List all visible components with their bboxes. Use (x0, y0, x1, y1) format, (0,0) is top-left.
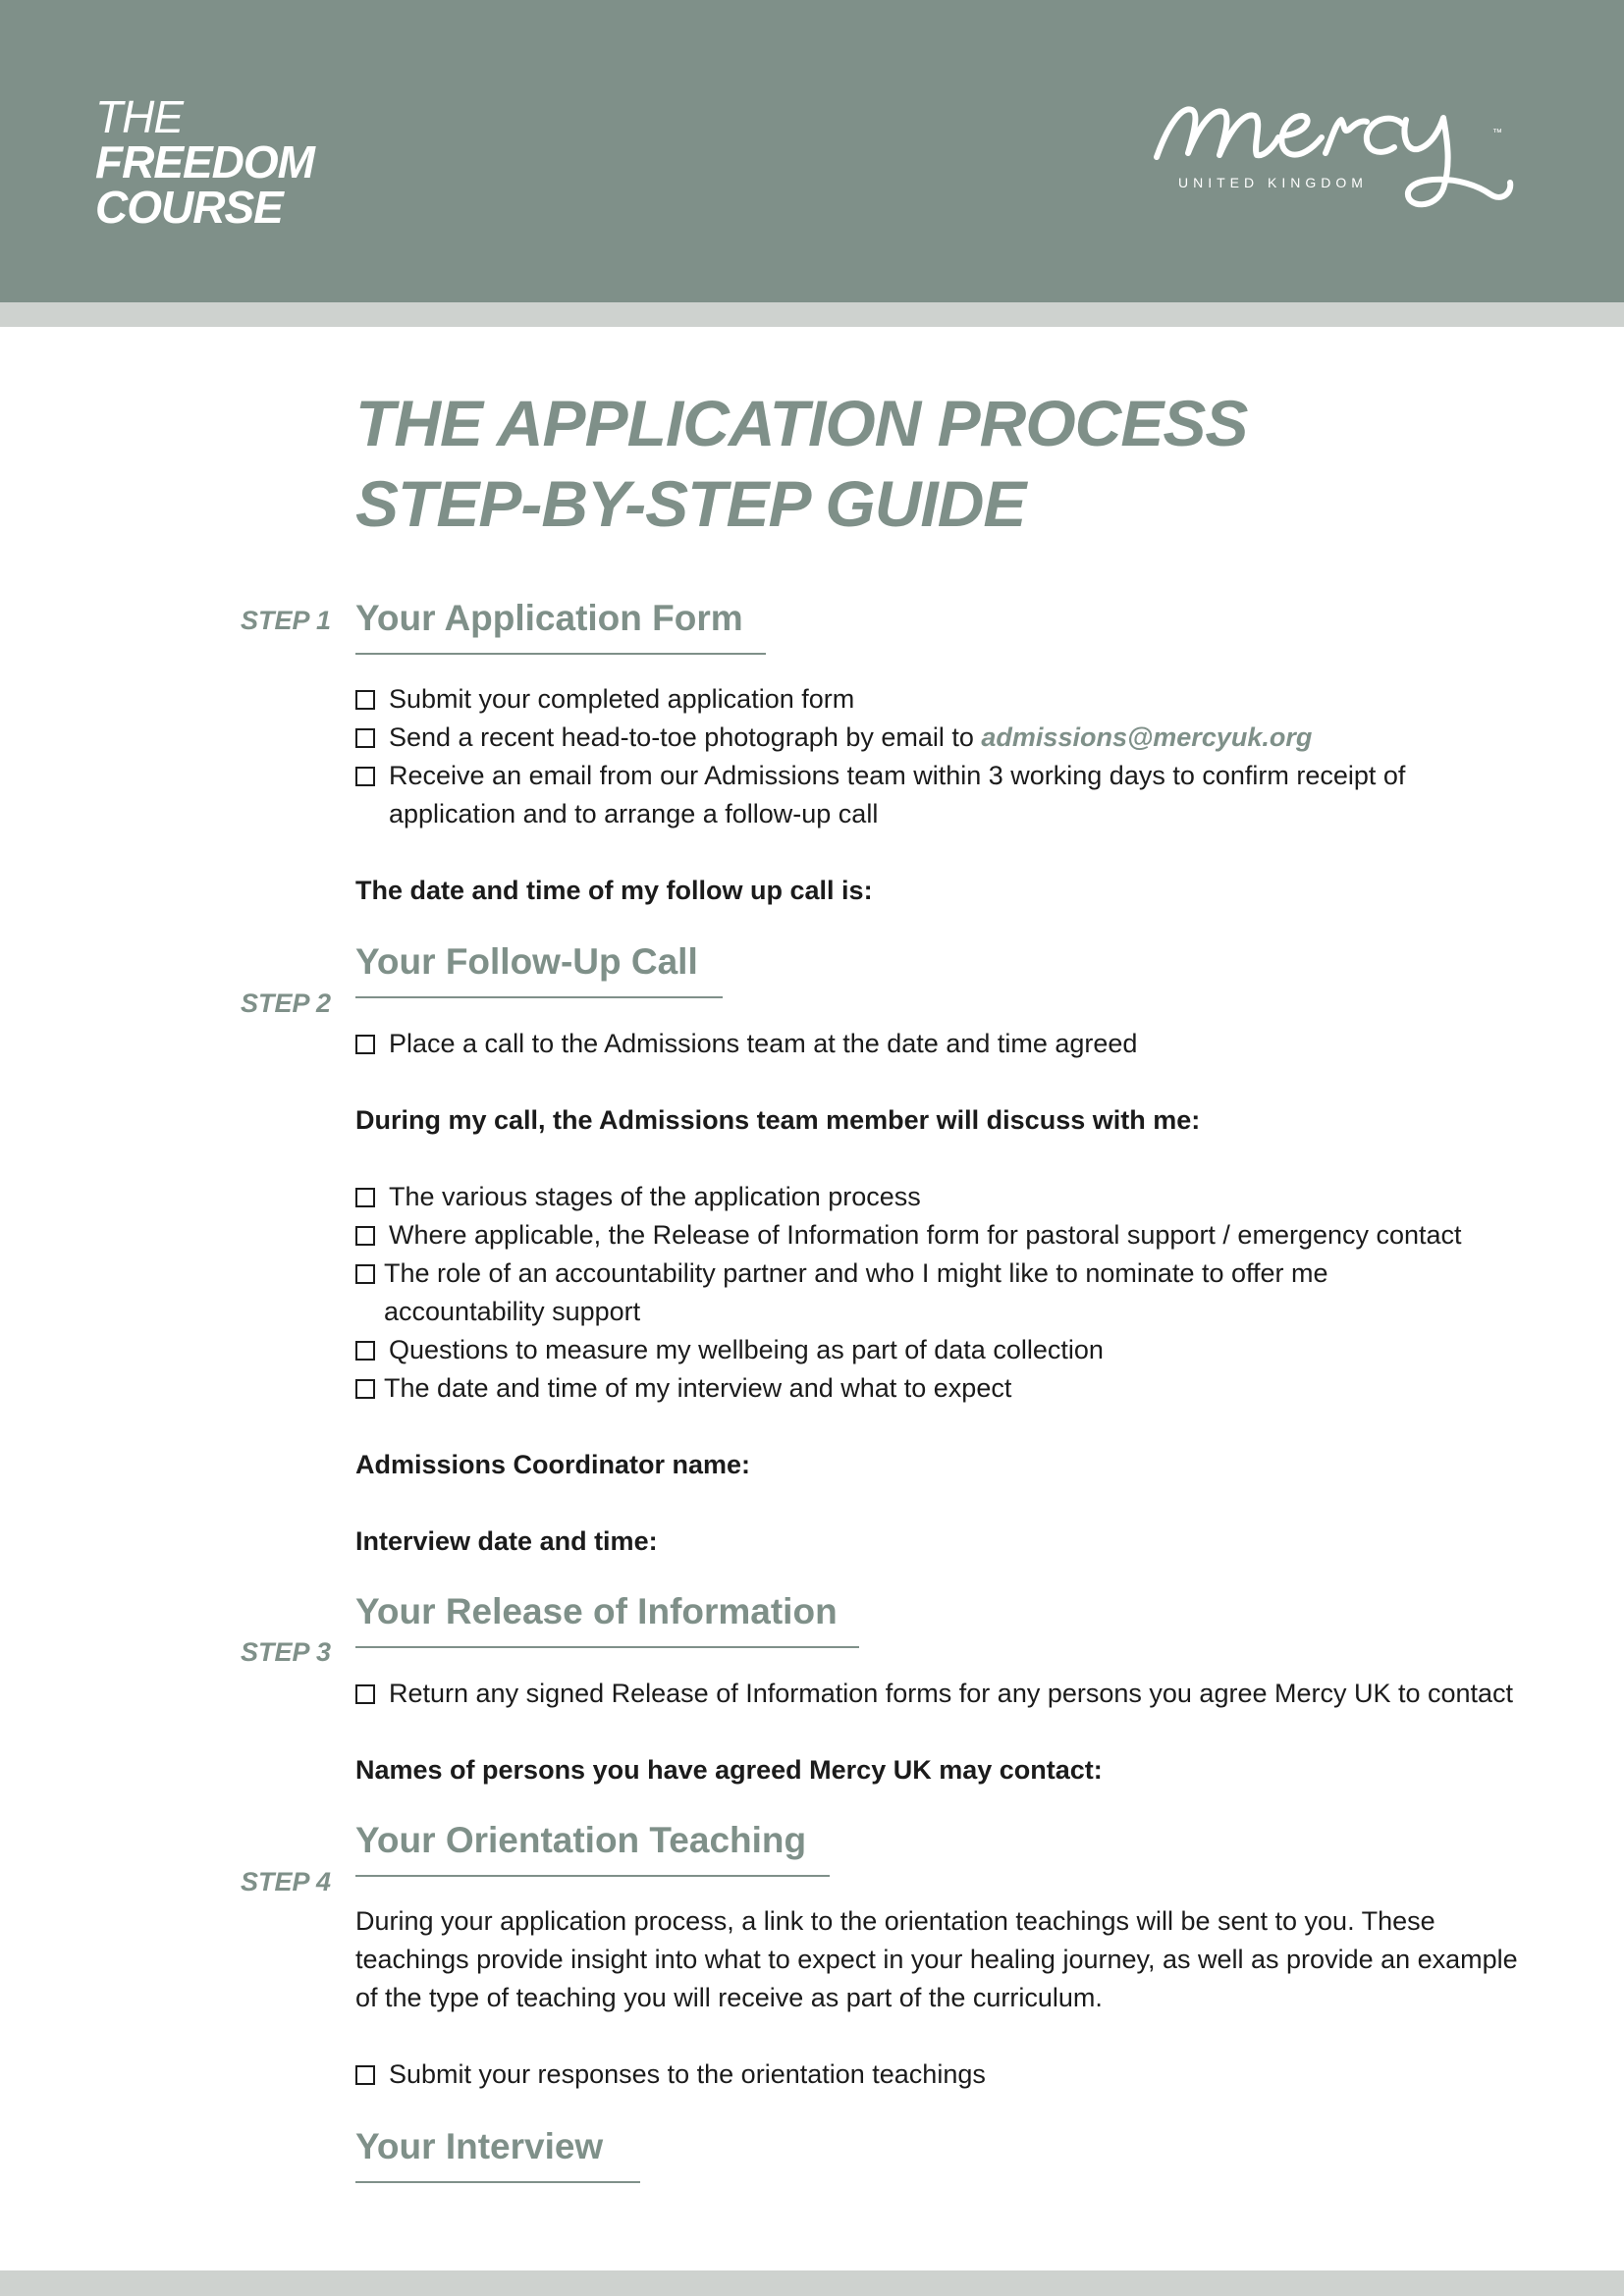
step-4-heading-rule (355, 1875, 830, 1877)
coordinator-name-prompt: Admissions Coordinator name: (355, 1450, 751, 1479)
checklist-item-text: Return any signed Release of Information forms for any persons you agree Mercy UK to contact (389, 1679, 1514, 1708)
discussion-item-text: Questions to measure my wellbeing as part of data collection (389, 1335, 1104, 1364)
trademark-symbol: ™ (1492, 128, 1502, 138)
header-divider-strip (0, 302, 1624, 327)
step-2-heading: Your Follow-Up Call (355, 941, 698, 982)
checklist-item-text (389, 719, 1312, 757)
follow-up-call-prompt: The date and time of my follow up call is: (355, 876, 873, 905)
checkbox[interactable] (355, 728, 375, 748)
logo-line-the: THE (95, 91, 183, 142)
discussion-item-text: The role of an accountability partner and who I might like to nominate to offer me accountability support (384, 1258, 1328, 1326)
discussion-item (355, 1178, 1524, 1216)
checkbox[interactable] (355, 1226, 375, 1246)
step-1-heading: Your Application Form (355, 598, 743, 638)
discussion-item (355, 1216, 1524, 1255)
checkbox[interactable] (355, 2065, 375, 2085)
step-1-label: STEP 1 (241, 606, 332, 635)
discussion-item-text: The various stages of the application process (389, 1182, 921, 1211)
interview-date-prompt: Interview date and time: (355, 1526, 658, 1556)
contact-names-prompt: Names of persons you have agreed Mercy UK may contact: (355, 1755, 1103, 1785)
step-2-heading-rule (355, 996, 723, 998)
mercy-uk-logo (1149, 84, 1532, 230)
mercy-wordmark-icon (1149, 84, 1532, 230)
discussion-item (355, 1369, 1524, 1408)
checklist-item (355, 680, 1524, 719)
checkbox[interactable] (355, 1379, 375, 1399)
page-title-line-1: THE APPLICATION PROCESS (355, 387, 1248, 459)
checklist-item-text: Receive an email from our Admissions team within 3 working days to confirm receipt of application and to arrange a follow-up call (389, 761, 1406, 828)
step-2-label: STEP 2 (241, 988, 332, 1018)
logo-line-freedom: FREEDOM (95, 136, 314, 187)
checkbox[interactable] (355, 1264, 375, 1284)
logo-line-course: COURSE (95, 182, 283, 233)
checklist-item-text: Submit your completed application form (389, 684, 855, 714)
checklist-item (355, 1675, 1524, 1713)
discussion-item-text: The date and time of my interview and what to expect (384, 1373, 1012, 1403)
admissions-email-link[interactable]: admissions@mercyuk.org (981, 722, 1313, 752)
step-1-heading-rule (355, 653, 766, 655)
freedom-course-logo (95, 91, 314, 233)
discussion-intro: During my call, the Admissions team member will discuss with me: (355, 1105, 1201, 1135)
orientation-paragraph: During your application process, a link to the orientation teachings will be sent to you. These teachings provide insight into what to expect in your healing journey, as well as provide an example of the type of teaching you will receive as part of the curriculum. (355, 1906, 1518, 2012)
step-4-label: STEP 4 (241, 1867, 332, 1896)
page-title (355, 383, 1247, 544)
checklist-item-text-part: Send a recent head-to-toe photograph by email to (389, 722, 982, 752)
checklist-item (355, 719, 1524, 757)
checkbox[interactable] (355, 1341, 375, 1361)
checkbox[interactable] (355, 1684, 375, 1704)
footer-strip (0, 2270, 1624, 2296)
checklist-item-text: Submit your responses to the orientation teachings (389, 2059, 986, 2089)
checkbox[interactable] (355, 767, 375, 786)
step-4-heading: Your Orientation Teaching (355, 1820, 807, 1860)
checkbox[interactable] (355, 1188, 375, 1207)
checkbox[interactable] (355, 690, 375, 710)
step-3-heading-rule (355, 1646, 859, 1648)
interview-heading-rule (355, 2181, 640, 2183)
checkbox[interactable] (355, 1035, 375, 1054)
discussion-item-text: Where applicable, the Release of Information form for pastoral support / emergency contact (389, 1220, 1462, 1250)
interview-heading: Your Interview (355, 2126, 604, 2166)
checklist-item (355, 2056, 1524, 2094)
logo-subtitle: UNITED KINGDOM (1178, 175, 1368, 190)
discussion-item (355, 1331, 1524, 1369)
step-3-label: STEP 3 (241, 1637, 332, 1667)
checklist-item (355, 1025, 1524, 1063)
step-3-heading: Your Release of Information (355, 1591, 838, 1631)
discussion-item (355, 1255, 1524, 1331)
page-title-line-2: STEP-BY-STEP GUIDE (355, 467, 1026, 540)
checklist-item-text: Place a call to the Admissions team at the date and time agreed (389, 1029, 1138, 1058)
checklist-item (355, 757, 1524, 833)
